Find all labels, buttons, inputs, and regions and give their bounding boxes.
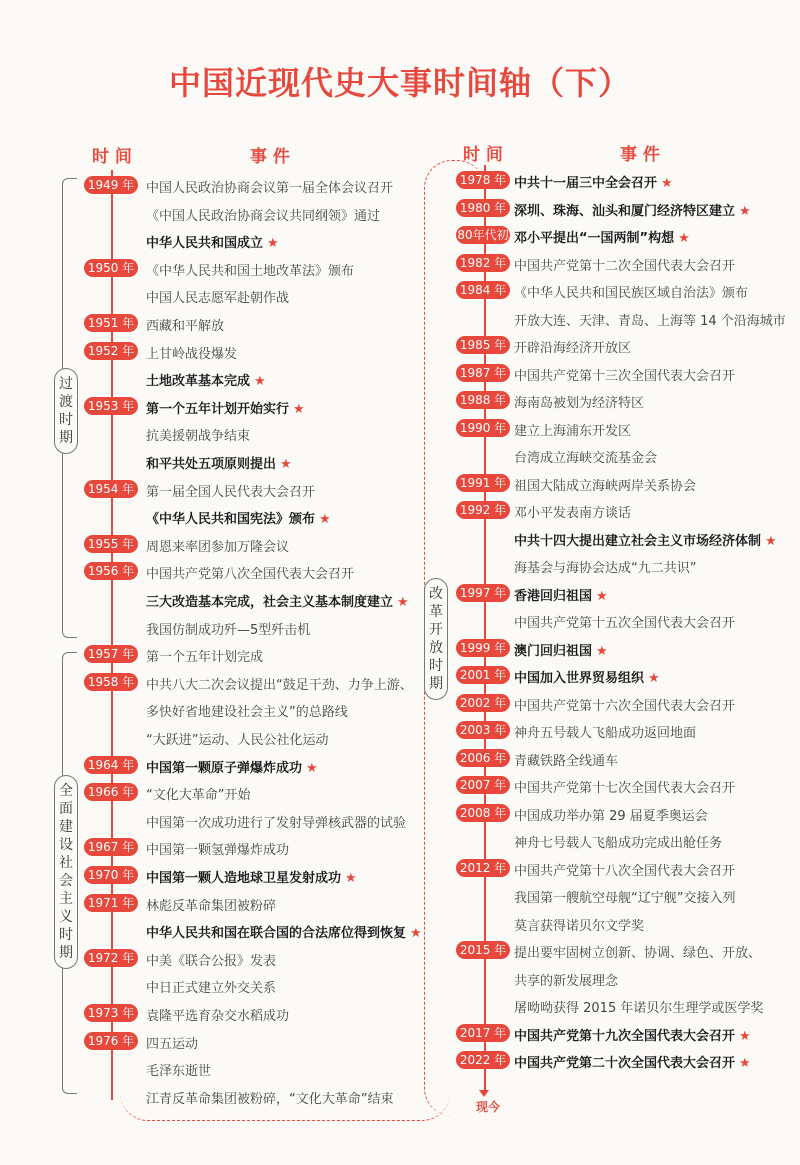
event-item [146,812,406,831]
right-event-header: 事 件 [620,145,660,165]
arrow-down-icon [479,1090,489,1097]
year-badge: 1950 年 [84,259,138,277]
event-text: 毛泽东逝世 [146,1064,212,1080]
event-item [146,1005,289,1024]
event-item [146,370,266,389]
period-char: 全 [59,783,73,799]
year-badge: 2017 年 [456,1024,510,1042]
event-item [514,420,631,439]
year-badge: 2008 年 [456,804,510,822]
event-text: 《中国人民政治协商会议共同纲领》通过 [146,208,381,224]
event-item [514,722,696,741]
event-item [146,453,292,472]
event-text: 西藏和平解放 [146,319,225,334]
event-item [514,1025,751,1044]
period-char: 期 [59,430,73,446]
event-text: 袁隆平选育杂交水稻成功 [146,1009,290,1024]
event-item [514,750,618,769]
event-item [146,425,250,444]
event-text: 建立上海浦东开发区 [514,423,632,439]
event-text: 《中华人民共和国宪法》颁布 [146,512,316,528]
year-badge: 1957 年 [84,645,138,663]
event-text: 中国共产党第十三次全国代表大会召开 [514,368,736,384]
period-char: 过 [59,376,73,392]
period-char: 会 [59,873,73,889]
right-time-header: 时 间 [463,145,503,165]
event-text: 中国共产党第十五次全国代表大会召开 [514,616,736,631]
event-item [514,667,660,686]
event-item [146,315,224,334]
period-char: 开 [429,622,443,638]
period-label-reform [424,578,448,700]
star-icon: ★ [678,231,690,246]
event-text: 第一个五年计划完成 [146,650,264,666]
event-text: 共享的新发展理念 [514,973,619,989]
event-item [146,1033,198,1052]
event-item [146,1060,211,1079]
event-text: 中国人民志愿军赴朝作战 [146,291,290,307]
year-badge: 1953 年 [84,397,138,415]
year-badge: 1984 年 [456,281,510,299]
event-text: 台湾成立海峡交流基金会 [514,451,658,466]
year-badge: 1972 年 [84,949,138,967]
year-badge: 1999 年 [456,639,510,657]
star-icon: ★ [739,1056,751,1071]
star-icon: ★ [306,760,318,776]
event-item [146,536,289,555]
period-label-construction [54,775,78,969]
year-badge: 80年代初 [457,228,509,242]
event-item [514,530,777,549]
event-text: 中国共产党第十九次全国代表大会召开 [514,1028,736,1044]
event-item [146,701,348,720]
event-item [146,481,315,500]
period-char: 渡 [59,394,73,410]
year-badge: 1987 年 [456,364,510,382]
year-badge: 1954 年 [84,480,138,498]
event-text: 中日正式建立外交关系 [146,981,277,997]
event-item [146,591,409,610]
event-item [514,310,786,329]
period-char: 义 [59,909,73,925]
event-item [514,392,644,411]
event-item [146,867,357,886]
event-item [514,915,644,934]
star-icon: ★ [739,1028,751,1044]
event-text: 提出要牢固树立创新、协调、绿色、开放、 [514,946,762,961]
year-badge: 1990 年 [456,419,510,437]
star-icon: ★ [739,203,751,219]
event-item [146,784,250,803]
star-icon: ★ [319,512,331,528]
event-text: 我国仿制成功歼—5型歼击机 [146,622,311,638]
period-char: 时 [59,412,73,428]
event-item [514,640,608,659]
event-item [146,674,413,693]
event-text: 深圳、珠海、汕头和厦门经济特区建立 [514,203,736,219]
event-item [514,475,696,494]
event-item [514,970,618,989]
year-badge: 2007 年 [456,776,510,794]
event-item [146,205,380,224]
event-item [146,563,354,582]
event-text: 中国共产党第八次全国代表大会召开 [146,567,355,583]
event-text: 中华人民共和国成立 [146,236,264,252]
year-badge: 1978 年 [456,171,510,189]
event-item [514,227,690,246]
event-text: 澳门回归祖国 [514,643,593,659]
period-char: 建 [59,819,73,835]
event-item [146,895,276,914]
event-text: 中国成功举办第 29 届夏季奥运会 [514,808,708,824]
event-text: 中国共产党第十八次全国代表大会召开 [514,863,736,879]
event-text: 中国共产党第十二次全国代表大会召开 [514,258,736,274]
event-item [514,832,722,851]
year-badge: 1976 年 [84,1032,138,1050]
event-item [146,977,276,996]
event-text: “大跃进”运动、人民公社化运动 [146,733,329,748]
event-text: 海南岛被划为经济特区 [514,396,645,411]
star-icon: ★ [293,401,305,417]
event-item [146,922,422,941]
year-badge: 2015 年 [456,941,510,959]
event-text: 我国第一艘航空母舰“辽宁舰”交接入列 [514,891,736,906]
end-label: 现今 [476,1100,501,1114]
event-text: 中国第一颗原子弹爆炸成功 [146,760,303,776]
event-item [146,1088,393,1107]
event-item [514,777,735,796]
event-text: 周恩来率团参加万隆会议 [146,539,290,555]
event-text: 《中华人民共和国民族区域自治法》颁布 [514,286,749,301]
event-item [146,260,354,279]
event-text: 中国人民政治协商会议第一届全体会议召开 [146,181,394,196]
period-char: 时 [59,927,73,943]
event-text: 开放大连、天津、青岛、上海等 14 个沿海城市 [514,313,786,329]
year-badge: 1964 年 [84,756,138,774]
year-badge: 1967 年 [84,838,138,856]
event-item [514,502,631,521]
event-text: 四五运动 [146,1036,199,1052]
event-text: 祖国大陆成立海峡两岸关系协会 [514,478,697,494]
star-icon: ★ [596,643,608,659]
event-text: 多快好省地建设社会主义”的总路线 [146,705,348,721]
event-item [514,1052,751,1071]
period-label-transition [54,368,78,454]
year-badge: 1955 年 [84,535,138,553]
star-icon: ★ [397,595,409,610]
year-badge: 2001 年 [456,666,510,684]
event-text: 中华人民共和国在联合国的合法席位得到恢复 [146,926,407,942]
event-text: 中国共产党第十七次全国代表大会召开 [514,781,736,796]
event-text: 中美《联合公报》发表 [146,953,277,969]
period-char: 期 [59,945,73,961]
event-item [146,950,276,969]
event-text: 中国加入世界贸易组织 [514,671,645,686]
period-char: 主 [59,891,73,907]
year-badge: 1949 年 [84,176,138,194]
event-text: 第一个五年计划开始实行 [146,401,290,417]
year-badge: 1956 年 [84,562,138,580]
event-item [514,887,735,906]
event-text: 中国第一颗人造地球卫星发射成功 [146,871,342,886]
event-item [514,805,708,824]
period-char: 社 [59,855,73,871]
period-char: 设 [59,837,73,853]
star-icon: ★ [648,671,660,686]
year-badge: 2022 年 [456,1051,510,1069]
event-text: 上甘岭战役爆发 [146,346,238,362]
event-item [514,612,735,631]
event-item [146,398,305,417]
star-icon: ★ [410,926,422,942]
event-text: 屠呦呦获得 2015 年诺贝尔生理学或医学奖 [514,1001,764,1016]
year-badge: 1997 年 [456,584,510,602]
year-badge: 1982 年 [456,254,510,272]
year-badge: 1992 年 [456,501,510,519]
year-badge: 1971 年 [84,894,138,912]
period-char: 面 [59,801,73,817]
event-item [514,172,673,191]
event-item [146,287,289,306]
event-text: 江青反革命集团被粉碎，“文化大革命”结束 [146,1091,394,1107]
year-badge: 1958 年 [84,673,138,691]
event-text: 第一届全国人民代表大会召开 [146,484,316,500]
star-icon: ★ [596,588,608,604]
period-char: 期 [429,676,443,692]
star-icon: ★ [765,533,777,549]
year-badge: 1966 年 [84,783,138,801]
left-event-header: 事 件 [250,147,290,167]
star-icon: ★ [345,871,357,886]
page-title: 中国近现代史大事时间轴（下） [168,64,631,102]
period-char: 时 [429,658,443,674]
period-char: 改 [429,586,443,602]
event-text: 中共十四大提出建立社会主义市场经济体制 [514,533,762,549]
year-badge: 1973 年 [84,1004,138,1022]
event-text: 中国第一次成功进行了发射导弹核武器的试验 [146,815,407,831]
year-badge: 1985 年 [456,336,510,354]
year-badge: 1988 年 [456,391,510,409]
event-item [146,646,263,665]
event-text: 香港回归祖国 [514,588,593,604]
event-item [514,282,748,301]
event-item [514,695,735,714]
event-text: 中国第一颗氢弹爆炸成功 [146,843,290,859]
event-text: “文化大革命”开始 [146,788,251,804]
event-text: 海基会与海协会达成“九二共识” [514,561,697,576]
event-text: 中共八大二次会议提出“鼓足干劲、力争上游、 [146,677,413,693]
year-badge: 2012 年 [456,859,510,877]
period-char: 革 [429,604,443,620]
event-item [514,365,735,384]
event-text: 神舟五号载人飞船成功返回地面 [514,726,697,741]
event-text: 莫言获得诺贝尔文学奖 [514,918,645,934]
event-item [514,255,735,274]
left-time-header: 时 间 [92,147,132,167]
event-text: 《中华人民共和国土地改革法》颁布 [146,263,355,279]
period-char: 放 [429,640,443,656]
year-badge: 2003 年 [456,721,510,739]
event-item [146,729,328,748]
star-icon: ★ [267,236,279,252]
event-item [514,942,761,961]
year-badge: 2002 年 [456,694,510,712]
event-item [514,585,608,604]
event-item [514,860,735,879]
event-text: 和平共处五项原则提出 [146,457,277,472]
event-text: 土地改革基本完成 [146,374,251,390]
event-text: 神舟七号载人飞船成功完成出舱任务 [514,836,723,851]
event-item [146,839,289,858]
event-item [146,232,279,251]
year-badge: 1951 年 [84,314,138,332]
year-badge: 2006 年 [456,749,510,767]
event-text: 开辟沿海经济开放区 [514,341,632,356]
event-item [514,200,751,219]
star-icon: ★ [254,374,266,390]
event-item [514,557,696,576]
event-text: 中国共产党第二十次全国代表大会召开 [514,1056,736,1071]
year-badge: 1952 年 [84,342,138,360]
year-badge: 1980 年 [456,199,510,217]
event-text: 抗美援朝战争结束 [146,429,251,445]
event-item [146,757,318,776]
event-item [514,447,657,466]
event-item [146,343,237,362]
event-text: 林彪反革命集团被粉碎 [146,898,277,914]
event-text: 邓小平提出“一国两制”构想 [514,231,675,246]
event-text: 青藏铁路全线通车 [514,753,619,769]
event-text: 三大改造基本完成，社会主义基本制度建立 [146,595,394,610]
star-icon: ★ [661,176,673,191]
star-icon: ★ [280,457,292,472]
year-badge: 1991 年 [456,474,510,492]
event-text: 中国共产党第十六次全国代表大会召开 [514,698,736,714]
event-item [514,997,763,1016]
event-item [146,177,393,196]
event-item [146,508,331,527]
event-item [514,337,631,356]
event-text: 中共十一届三中全会召开 [514,176,658,191]
event-item [146,619,310,638]
year-badge: 1970 年 [84,866,138,884]
event-text: 邓小平发表南方谈话 [514,506,632,521]
